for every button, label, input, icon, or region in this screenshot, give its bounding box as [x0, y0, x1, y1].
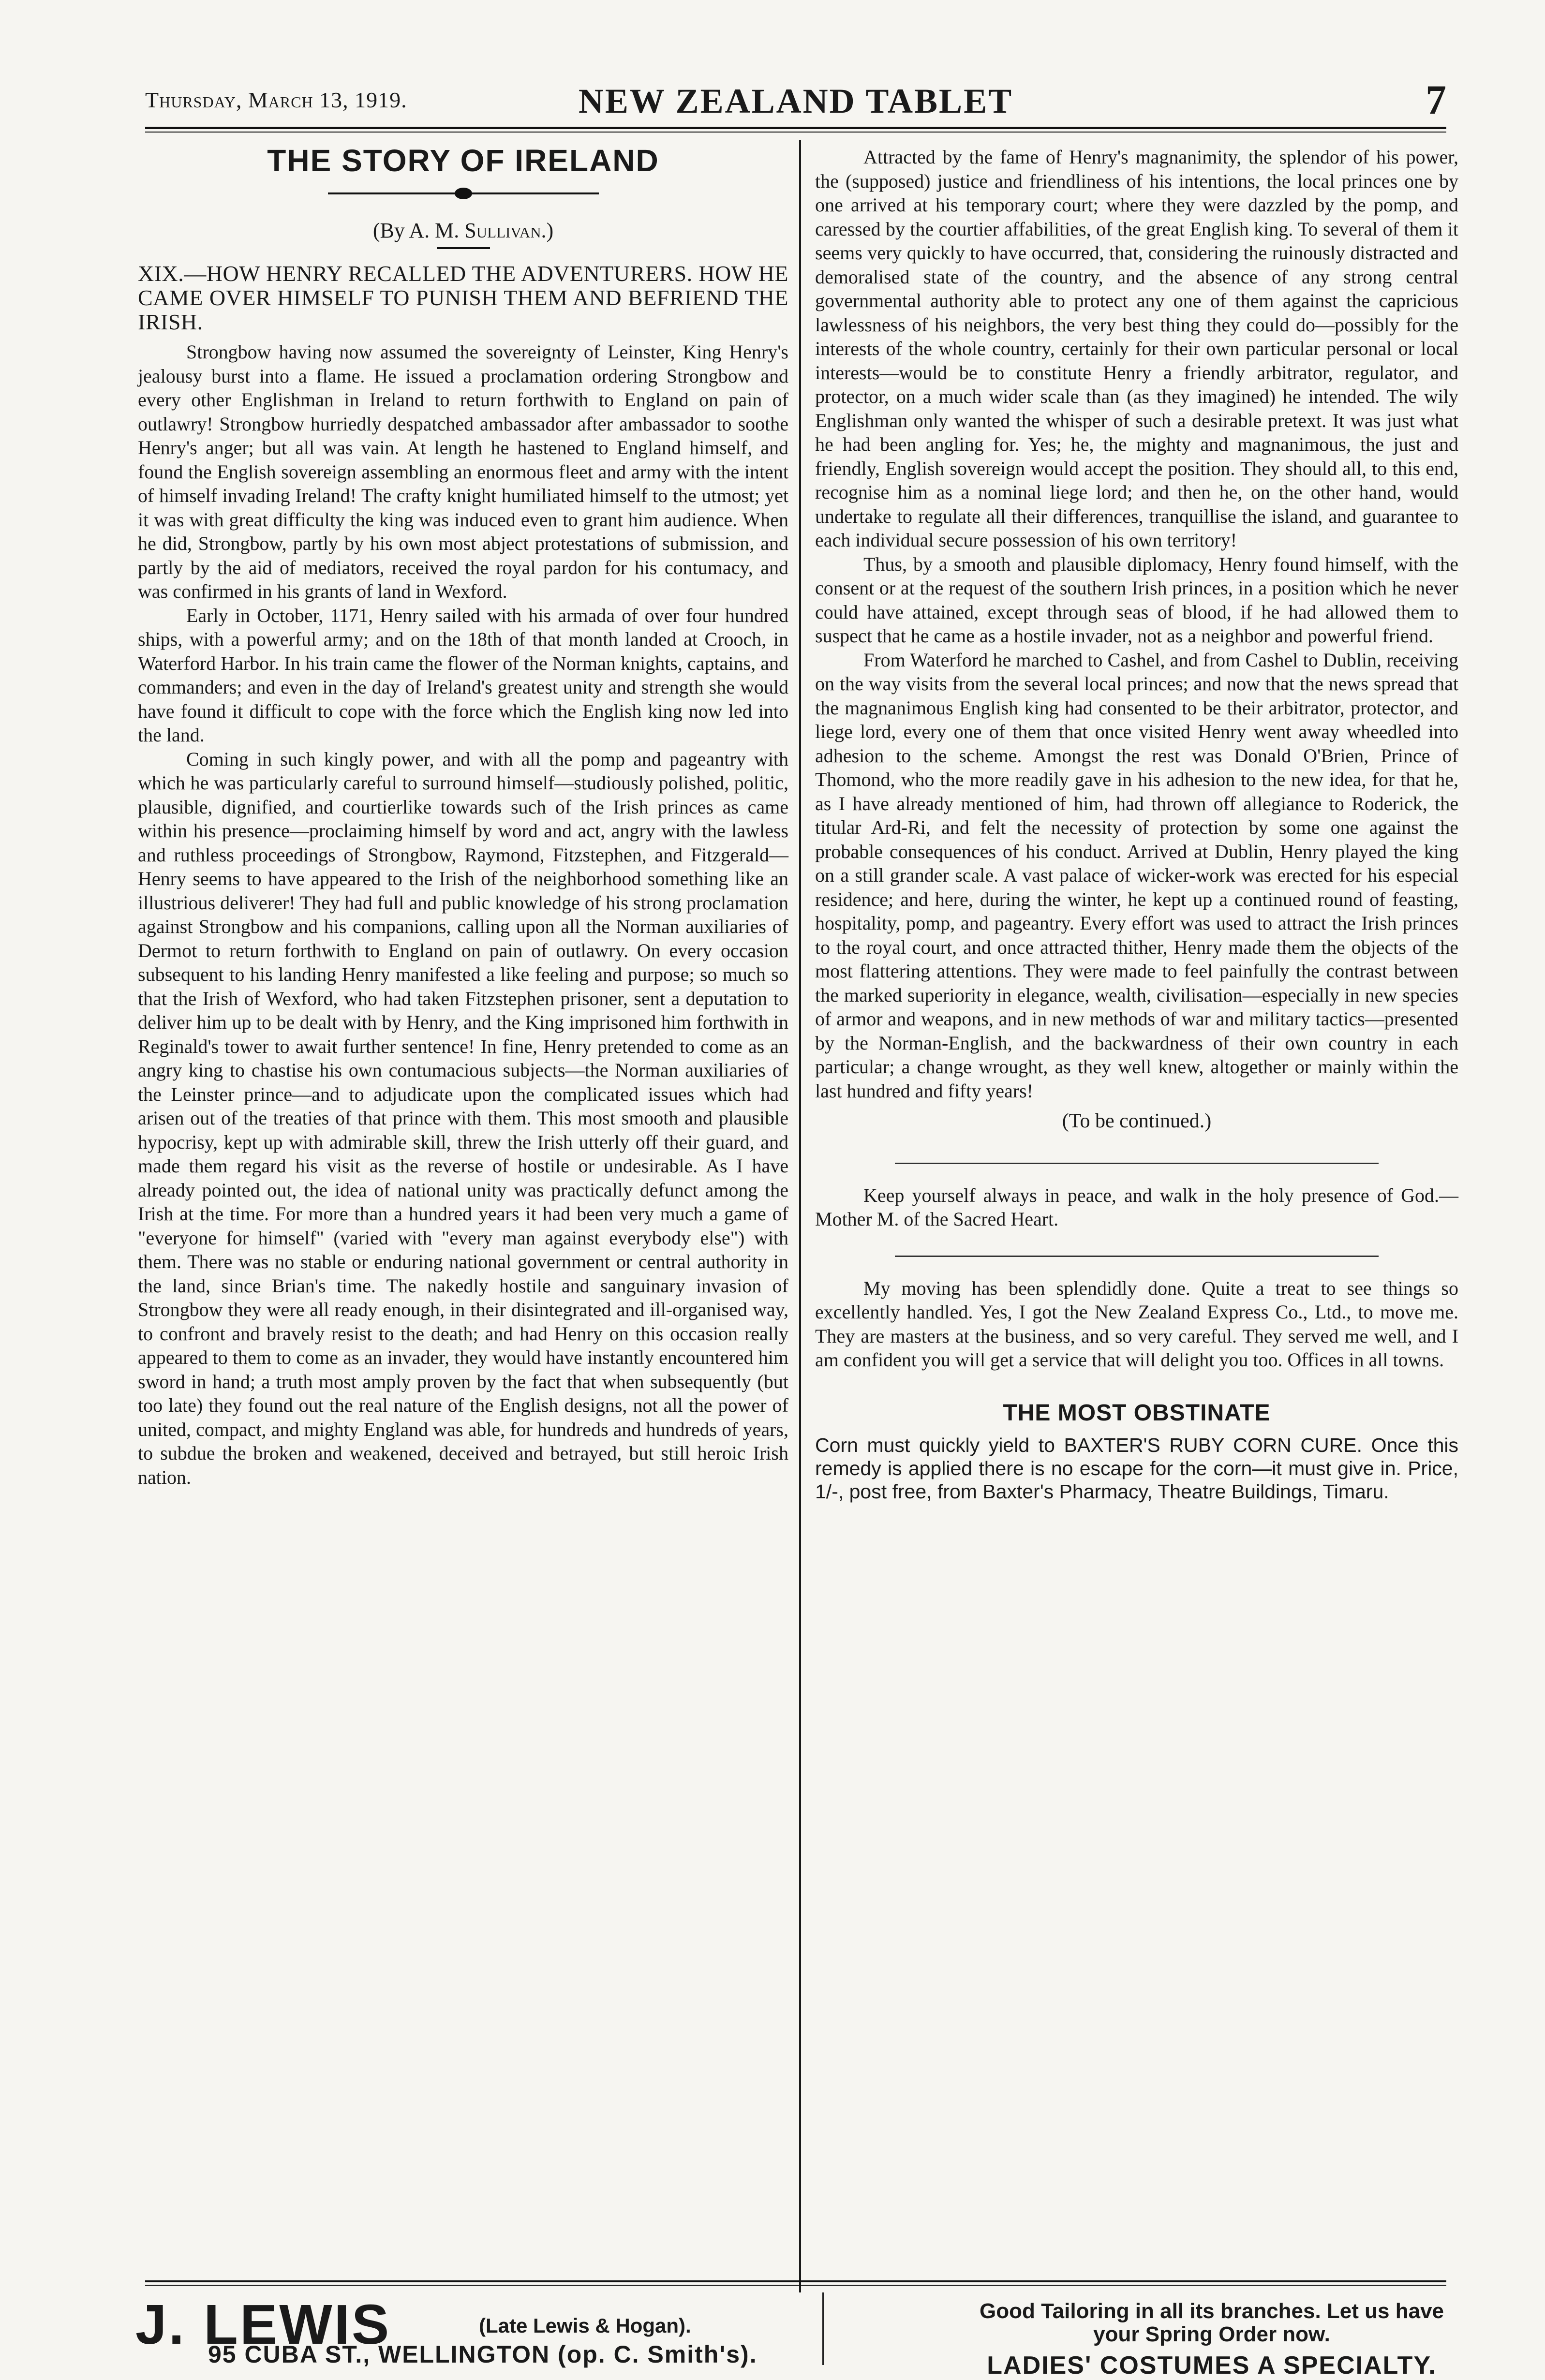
article-paragraph: Early in October, 1171, Henry sailed with his armada of over four hundred ships, with a powerful army; and on the 18th of that month landed at Crooch, in Waterford Harbor. In his train came the flower of the Norman knights, captains, and commanders; and even in the day of Ireland's greatest unity and strength she would have found it difficult to cope with the force which the English king now led into the land. [138, 604, 788, 746]
tailoring-line: Good Tailoring in all its branches. Let us have your Spring Order now. [979, 2299, 1444, 2346]
column-divider [799, 140, 801, 2292]
page-number: 7 [1426, 76, 1446, 123]
article-paragraph: Attracted by the fame of Henry's magnanimity, the splendor of his power, the (supposed) justice and friendliness of his intentions, the local princes one by one arrived at his temporary court; where they were dazzled by the pomp, and caressed by the courtier affabilities, of the great English king. To several of them it seems very quickly to have occurred, that, considering the ruinously distracted and demoralised state of the country, and the absence of any strong central governmental authority able to protect any one of them against the capricious lawlessness of his neighbors, the very best thing they could do—possibly for the interests of the whole country, certainly for their own particular personal or local interests—would be to constitute Henry a friendly arbitrator, regulator, and protector, on a much wider scale than (as they imagined) he intended. The wily Englishman only wanted the whisper of such a desirable pretext. It was just what he had been angling for. Yes; he, the mighty and magnanimous, the just and friendly, English sovereign would accept the position. They should all, to this end, recognise him as a nominal liege lord; and then he, on the other hand, would undertake to regulate all their differences, tranquillise the island, and guarantee to each individual secure possession of his own territory! [815, 146, 1458, 551]
advert-divider [822, 2292, 824, 2365]
notice-text: My moving has been splendidly done. Quite a treat to see things so excellently handled. Yes, I got the New Zealand Express Co., Ltd., to move me. They are masters at the business, and so very careful. They served me well, and I am confident you will get a service that will delight you too. Offices in all towns. [815, 1277, 1458, 1371]
byline-rule [437, 247, 490, 249]
byline-author: Sullivan.) [464, 218, 554, 242]
title-ornament [328, 188, 599, 199]
article-byline [138, 219, 788, 243]
issue-date: Thursday, March 13, 1919. [145, 88, 407, 112]
header-rule-thick [145, 127, 1446, 129]
section-separator [895, 1256, 1379, 1257]
quote-text: Keep yourself always in peace, and walk in the holy presence of God.—Mother M. of the Sacred Heart. [815, 1184, 1458, 1230]
section-separator [895, 1163, 1379, 1164]
corn-cure-body: Corn must quickly yield to BAXTER'S RUBY CORN CURE. Once this remedy is applied there is no escape for the corn—it must give in. Price, 1/-, post free, from Baxter's Pharmacy, Theatre Buildings, Timaru. [815, 1434, 1458, 1503]
article-paragraph: Strongbow having now assumed the sovereignty of Leinster, King Henry's jealousy burst into a flame. He issued a proclamation ordering Strongbow and every other Englishman in Ireland to return forthwith to England on pain of outlawry! Strongbow hurriedly despatched ambassador after ambassador to soothe Henry's anger; but all was vain. At length he hastened to England himself, and found the English sovereign assembling an enormous fleet and army with the intent of himself invading Ireland! The crafty knight humiliated himself to the utmost; yet it was with great difficulty the king was induced even to grant him audience. When he did, Strongbow, partly by his own most abject protestations of submission, and partly by the aid of mediators, received the royal pardon for his contumacy, and was confirmed in his grants of land in Wexford. [138, 341, 788, 602]
masthead-title: NEW ZEALAND TABLET [578, 82, 1013, 120]
pious-quote [815, 1183, 1458, 1231]
advert-rule-thin [145, 2285, 1446, 2286]
article-title: THE STORY OF IRELAND [267, 143, 659, 178]
header-rule-thin [145, 132, 1446, 133]
to-be-continued: (To be continued.) [1062, 1110, 1212, 1132]
page-header [145, 73, 1446, 126]
article-paragraph: From Waterford he marched to Cashel, and from Cashel to Dublin, receiving on the way visits from the several local princes; and now that the news spread that the magnanimous English king had consented to be their arbitrator, protector, and liege lord, every one of them that once visited Henry went away wheedled into adhesion to the scheme. Amongst the rest was Donald O'Brien, Prince of Thomond, who the more readily gave in his adhesion to the new idea, for that he, as I have already mentioned of him, had thrown off allegiance to Roderick, the titular Ard-Ri, and felt the necessity of protection by some one against the probable consequences of his conduct. Arrived at Dublin, Henry played the king on a still grander scale. A vast palace of wicker-work was erected for his especial residence; and here, during the winter, he kept up a continued round of feasting, hospitality, pomp, and pageantry. Every effort was used to attract the Irish princes to the royal court, and once attracted thither, Henry made them the objects of the most flattering attentions. They were made to feel painfully the contrast between the marked superiority in elegance, wealth, civilisation—especially in new species of armor and weapons, and in new methods of war and military tactics—presented by the Norman-English, and the backwardness of their own country in each particular; a change wrought, as they well knew, altogether or mainly within the last hundred and fifty years! [815, 649, 1458, 1102]
moving-notice [815, 1276, 1458, 1372]
article-paragraph: Coming in such kingly power, and with all the pomp and pageantry with which he was particularly careful to surround himself—studiously polished, politic, plausible, dignified, and courtierlike towards such of the Irish princes as came within his presence—proclaiming himself by word and act, angry with the lawless and ruthless proceedings of Strongbow, Raymond, Fitzstephen, and Fitzgerald—Henry seems to have appeared to the Irish of the neighborhood something like an illustrious deliverer! They had full and public knowledge of his strong proclamation against Strongbow and his companions, calling upon all the Norman auxiliaries of Dermot to return forthwith to England on pain of outlawry. On every occasion subsequent to his landing Henry manifested a like feeling and purpose; so much so that the Irish of Wexford, who had taken Fitzstephen prisoner, sent a deputation to deliver him up to be dealt with by Henry, and the King imprisoned him forthwith in Reginald's tower to await further sentence! In fine, Henry pretended to come as an angry king to chastise his own contumacious subjects—the Norman auxiliaries of the Leinster prince—and to adjudicate upon the complicated issues which had arisen out of the treaties of that prince with them. This most smooth and plausible hypocrisy, kept up with admirable skill, threw the Irish utterly off their guard, and made them regard his visit as the reverse of hostile or undesirable. As I have already pointed out, the idea of national unity was practically defunct among the Irish at the time. For more than a hundred years it had been very much a game of "everyone for himself" (varied with "every man against everybody else") with them. There was no stable or enduring national government or central authority in the land, since Brian's time. The nakedly hostile and sanguinary invasion of Strongbow they were all ready enough, in their disintegrated and ill-organised way, to confront and bravely resist to the death; and had Henry on this occasion really appeared to them to come as an invader, they would have instantly encountered him sword in hand; a truth most amply proven by the fact that when subsequently (but too late) they found out the real nature of the English designs, not all the power of united, compact, and mighty England was able, for hundreds and hundreds of years, to subdue the broken and weakened, deceived and betrayed, but still heroic Irish nation. [138, 748, 788, 1488]
corn-cure-title: THE MOST OBSTINATE [1003, 1400, 1271, 1426]
specialty-line: LADIES' COSTUMES A SPECIALTY. [987, 2351, 1437, 2380]
advert-rule-thick [145, 2280, 1446, 2282]
tailor-advertisement [135, 2290, 1451, 2380]
advertiser-name: J. LEWIS [135, 2293, 391, 2356]
chapter-heading: XIX.—HOW HENRY RECALLED THE ADVENTURERS. HOW HE CAME OVER HIMSELF TO PUNISH THEM AND BEFRIEND THE IRISH. [138, 261, 788, 334]
right-column [815, 145, 1458, 1503]
advertiser-address: 95 CUBA ST., WELLINGTON (op. C. Smith's). [208, 2341, 758, 2368]
left-column [138, 145, 788, 1489]
advert-offer [972, 2300, 1451, 2380]
advertiser-former-name: (Late Lewis & Hogan). [479, 2314, 691, 2337]
byline-prefix: (By A. M. [372, 218, 460, 242]
article-paragraph: Thus, by a smooth and plausible diplomacy, Henry found himself, with the consent or at the request of the southern Irish princes, in a position which he never could have attained, except through seas of blood, if he had allowed them to suspect that he came as a hostile invader, not as a neighbor and powerful friend. [815, 553, 1458, 647]
